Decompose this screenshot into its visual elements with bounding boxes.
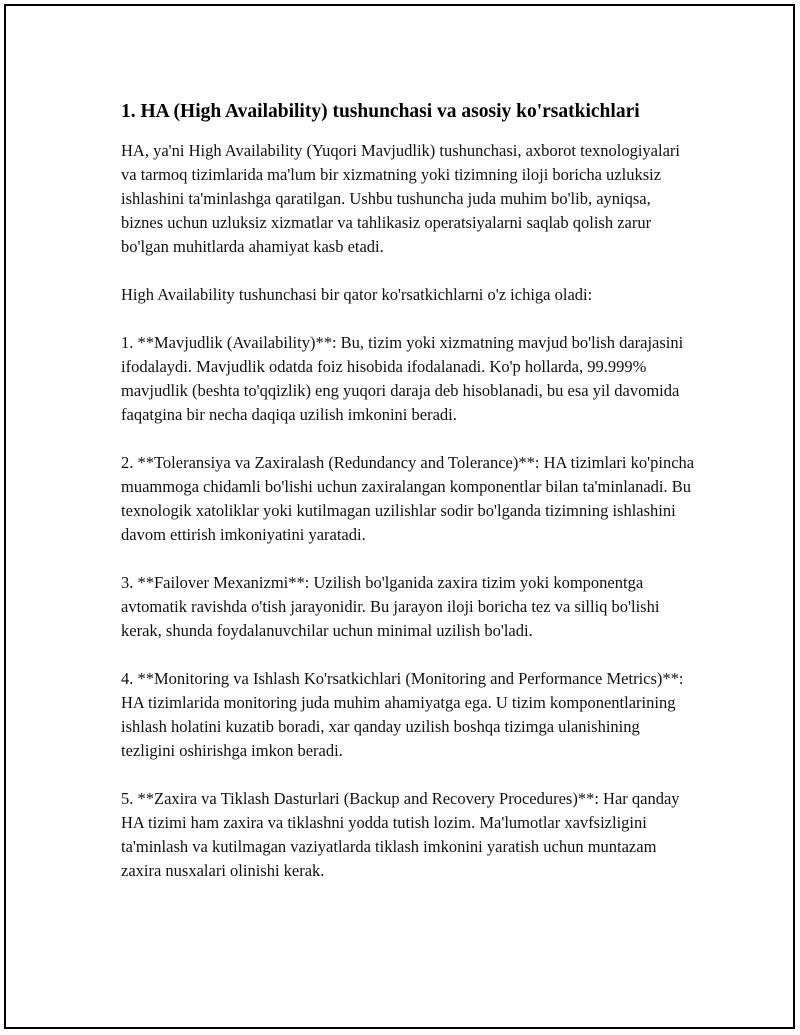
- monitoring-paragraph: 4. **Monitoring va Ishlash Ko'rsatkichlari (Monitoring and Performance Metrics)**: HA tizimlarida monitoring juda muhim ahamiyatga ega. U tizim komponentlarining ishlash holatini kuzatib boradi, xar qanday uzilish boshqa tizimga ulanishining tezligini oshirishga imkon beradi.: [121, 669, 684, 760]
- indicators-lead-paragraph: High Availability tushunchasi bir qator ko'rsatkichlarni o'z ichiga oladi:: [121, 285, 593, 304]
- failover-paragraph: 3. **Failover Mexanizmi**: Uzilish bo'lganida zaxira tizim yoki komponentga avtomatik ravishda o'tish jarayonidir. Bu jarayon iloji boricha tez va silliq bo'lishi kerak, shunda foydalanuvchilar uchun minimal uzilish bo'ladi.: [121, 573, 660, 640]
- intro-paragraph: HA, ya'ni High Availability (Yuqori Mavjudlik) tushunchasi, axborot texnologiyalari va tarmoq tizimlarida ma'lum bir xizmatning yoki tizimning iloji boricha uzluksiz ishlashini ta'minlashga qaratilgan. Ushbu tushuncha juda muhim bo'lib, ayniqsa, biznes uchun uzluksiz xizmatlar va tahlikasiz operatsiyalarni saqlab qolish zarur bo'lgan muhitlarda ahamiyat kasb etadi.: [121, 141, 680, 256]
- redundancy-paragraph: 2. **Toleransiya va Zaxiralash (Redundancy and Tolerance)**: HA tizimlari ko'pincha muammoga chidamli bo'lishi uchun zaxiralangan komponentlar bilan ta'minlanadi. Bu texnologik xatoliklar yoki kutilmagan uzilishlar sodir bo'lganda tizimning ishlashini davom ettirish imkoniyatini yaratadi.: [121, 453, 695, 544]
- document-title: 1. HA (High Availability) tushunchasi va asosiy ko'rsatkichlari: [121, 101, 640, 122]
- availability-paragraph: 1. **Mavjudlik (Availability)**: Bu, tizim yoki xizmatning mavjud bo'lish darajasini ifodalaydi. Mavjudlik odatda foiz hisobida ifodalanadi. Ko'p hollarda, 99.999% mavjudlik (beshta to'qqizlik) eng yuqori daraja deb hisoblanadi, bu esa yil davomida faqatgina bir necha daqiqa uzilish imkonini beradi.: [121, 333, 684, 424]
- backup-recovery-paragraph: 5. **Zaxira va Tiklash Dasturlari (Backup and Recovery Procedures)**: Har qanday HA tizimi ham zaxira va tiklashni yodda tutish lozim. Ma'lumotlar xavfsizligini ta'minlash va kutilmagan vaziyatlarda tiklash imkonini yaratish uchun muntazam zaxira nusxalari olinishi kerak.: [121, 789, 680, 880]
- page-frame: [4, 4, 795, 1029]
- document-body: [121, 99, 696, 907]
